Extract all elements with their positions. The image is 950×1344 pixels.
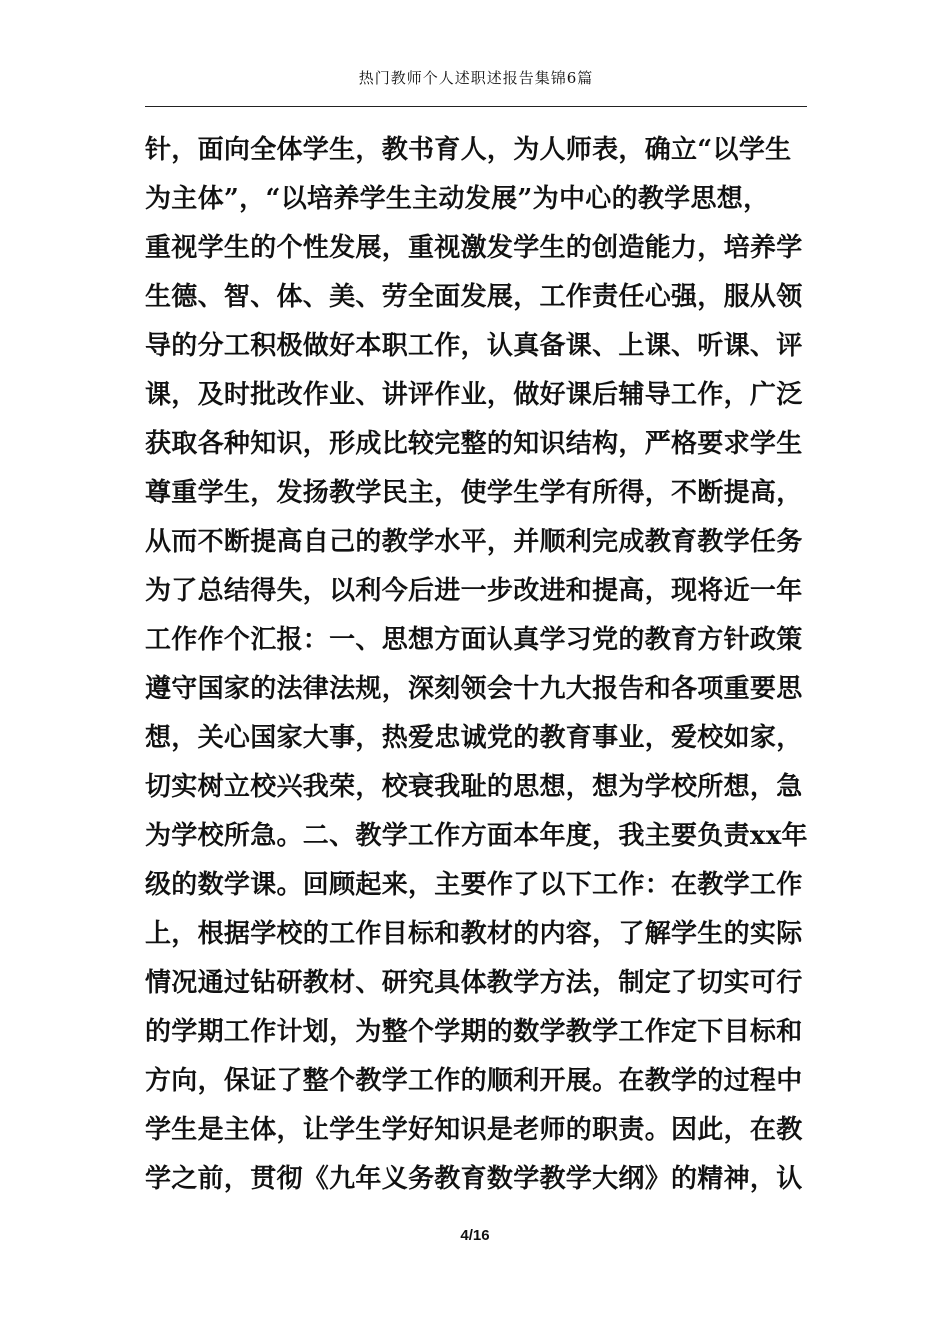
body-line: 学之前，贯彻《九年义务教育数学教学大纲》的精神，认: [145, 1164, 803, 1194]
body-line: 为学校所急。二、教学工作方面本年度，我主要负责xx年: [145, 821, 808, 851]
body-line: 想，关心国家大事，热爱忠诚党的教育事业，爱校如家，: [145, 723, 803, 753]
body-line: 级的数学课。回顾起来，主要作了以下工作：在教学工作: [145, 870, 803, 900]
body-line: 上，根据学校的工作目标和教材的内容，了解学生的实际: [145, 919, 803, 949]
body-line: 切实树立校兴我荣，校衰我耻的思想，想为学校所想，急: [145, 772, 803, 802]
header-divider: [145, 106, 807, 107]
body-line: 工作作个汇报：一、思想方面认真学习党的教育方针政策: [145, 625, 803, 655]
body-line: 遵守国家的法律法规，深刻领会十九大报告和各项重要思: [145, 674, 803, 704]
body-line: 导的分工积极做好本职工作，认真备课、上课、听课、评: [145, 331, 803, 361]
page-header-title: 热门教师个人述职述报告集锦6篇: [358, 69, 594, 87]
body-line: 生德、智、体、美、劳全面发展，工作责任心强，服从领: [145, 282, 803, 312]
body-line: 方向，保证了整个教学工作的顺利开展。在教学的过程中: [145, 1066, 803, 1096]
body-line: 为主体”，“以培养学生主动发展”为中心的教学思想，: [145, 184, 770, 214]
document-body: [145, 126, 817, 1204]
body-line: 重视学生的个性发展，重视激发学生的创造能力，培养学: [145, 233, 803, 263]
body-line: 为了总结得失，以利今后进一步改进和提高，现将近一年: [145, 576, 803, 606]
body-line: 的学期工作计划，为整个学期的数学教学工作定下目标和: [145, 1017, 803, 1047]
body-line: 针，面向全体学生，教书育人，为人师表，确立“以学生: [145, 135, 792, 165]
body-line: 情况通过钻研教材、研究具体教学方法，制定了切实可行: [145, 968, 803, 998]
body-line: 从而不断提高自己的教学水平，并顺利完成教育教学任务: [145, 527, 803, 557]
body-line: 获取各种知识，形成比较完整的知识结构，严格要求学生: [145, 429, 803, 459]
body-line: 课，及时批改作业、讲评作业，做好课后辅导工作，广泛: [145, 380, 803, 410]
body-line: 学生是主体，让学生学好知识是老师的职责。因此，在教: [145, 1115, 803, 1145]
body-line: 尊重学生，发扬教学民主，使学生学有所得，不断提高，: [145, 478, 803, 508]
page-number: 4/16: [460, 1227, 490, 1244]
